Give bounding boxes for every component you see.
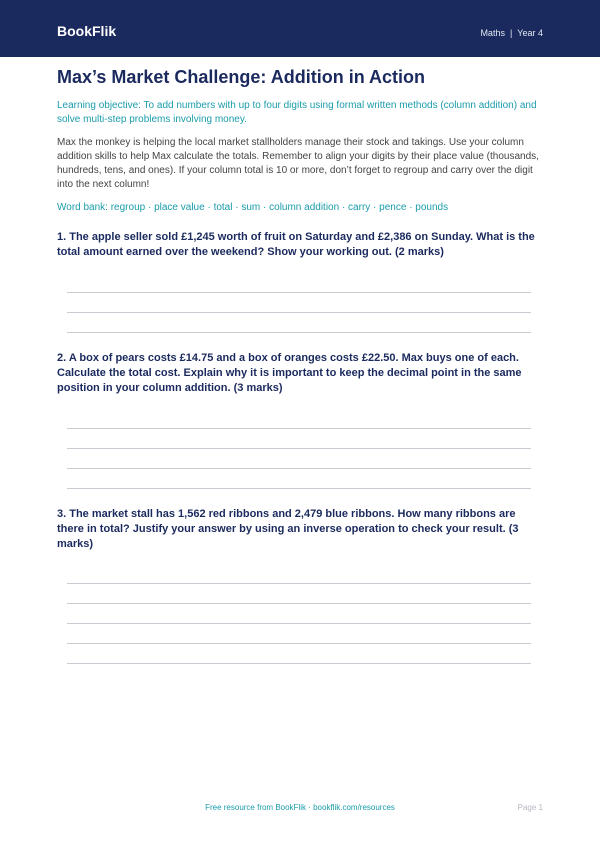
meta-separator: |	[509, 28, 513, 38]
answer-line[interactable]	[67, 292, 531, 293]
answer-line[interactable]	[67, 623, 531, 624]
word-bank: Word bank: regroup · place value · total · sum · column addition · carry · pence · pounds	[57, 202, 449, 213]
page-header	[0, 0, 600, 57]
answer-line[interactable]	[67, 603, 531, 604]
question-1	[57, 230, 543, 260]
question-3	[57, 507, 543, 552]
answer-line[interactable]	[67, 488, 531, 489]
answer-line[interactable]	[67, 583, 531, 584]
answer-line[interactable]	[67, 643, 531, 644]
subject-label: Maths	[480, 28, 505, 38]
page-footer	[0, 802, 600, 814]
page-number: Page 1	[517, 803, 543, 812]
intro-paragraph: Max the monkey is helping the local market stallholders manage their stock and takings. Use your column addition skills to help Max calculate the totals. Remember to align your digits by their place value (thousands, hundreds, tens, and ones). If your column total is 10 or more, don’t forget to regroup and carry over the digit into the next column!	[57, 137, 539, 190]
answer-line[interactable]	[67, 312, 531, 313]
year-label: Year 4	[517, 28, 543, 38]
header-meta	[480, 27, 543, 39]
answer-line[interactable]	[67, 468, 531, 469]
question-1-text: 1. The apple seller sold £1,245 worth of fruit on Saturday and £2,386 on Sunday. What is the total amount earned over the weekend? Show your working out. (2 marks)	[57, 231, 535, 258]
brand-logo[interactable]: BookFlik	[57, 23, 117, 39]
answer-line[interactable]	[67, 332, 531, 333]
worksheet-intro	[57, 66, 543, 215]
question-2	[57, 351, 543, 396]
answer-line[interactable]	[67, 428, 531, 429]
question-3-text: 3. The market stall has 1,562 red ribbons and 2,479 blue ribbons. How many ribbons are there in total? Justify your answer by using an inverse operation to check your result. (3 marks)	[57, 508, 519, 550]
learning-objective: Learning objective: To add numbers with up to four digits using formal written methods (column addition) and solve multi-step problems involving money.	[57, 100, 537, 125]
answer-line[interactable]	[67, 448, 531, 449]
footer-credit-link[interactable]: Free resource from BookFlik · bookflik.com/resources	[205, 803, 395, 812]
worksheet-title: Max’s Market Challenge: Addition in Action	[57, 67, 426, 87]
question-2-text: 2. A box of pears costs £14.75 and a box of oranges costs £22.50. Max buys one of each. Calculate the total cost. Explain why it is important to keep the decimal point in the same position in your column addition. (3 marks)	[57, 352, 522, 394]
answer-line[interactable]	[67, 663, 531, 664]
